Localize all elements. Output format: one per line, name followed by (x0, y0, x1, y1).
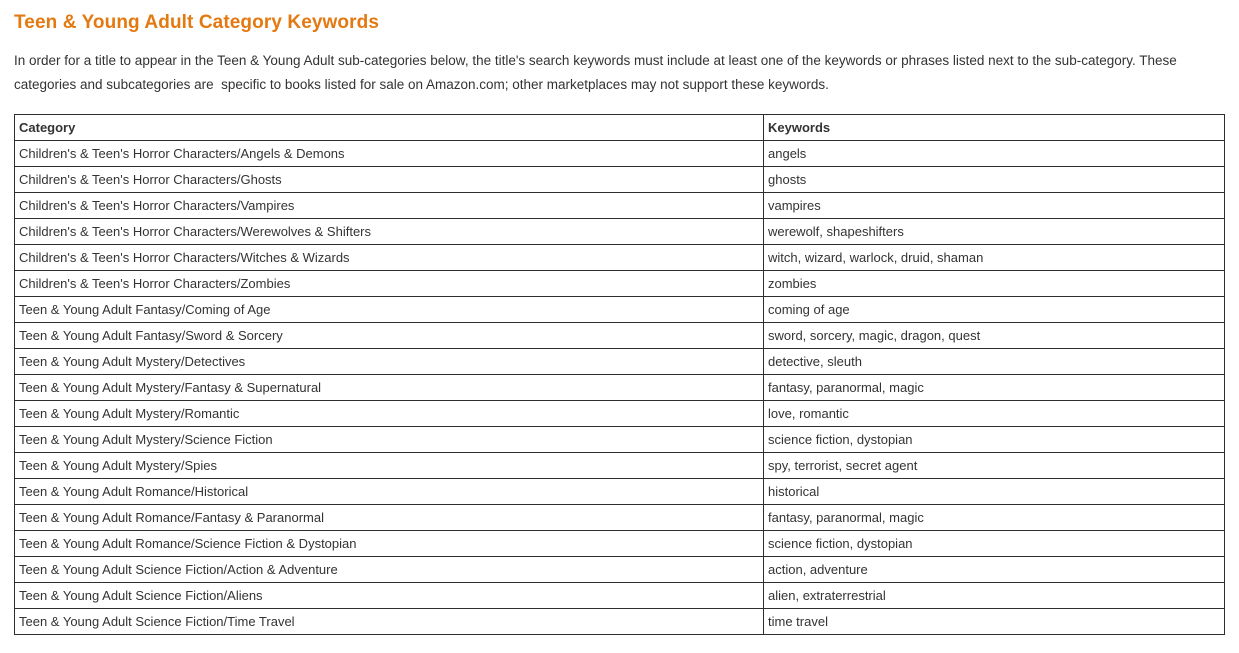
category-cell: Teen & Young Adult Fantasy/Sword & Sorcery (15, 323, 764, 349)
table-row (15, 193, 1225, 219)
category-cell: Teen & Young Adult Romance/Historical (15, 479, 764, 505)
keywords-cell: coming of age (764, 297, 1225, 323)
category-cell: Teen & Young Adult Romance/Fantasy & Paranormal (15, 505, 764, 531)
keywords-cell: ghosts (764, 167, 1225, 193)
page-title: Teen & Young Adult Category Keywords (14, 12, 379, 33)
category-cell: Teen & Young Adult Fantasy/Coming of Age (15, 297, 764, 323)
table-row (15, 219, 1225, 245)
category-cell: Teen & Young Adult Romance/Science Fiction & Dystopian (15, 531, 764, 557)
keywords-cell: angels (764, 141, 1225, 167)
keywords-cell: spy, terrorist, secret agent (764, 453, 1225, 479)
table-row (15, 479, 1225, 505)
table-row (15, 609, 1225, 635)
keywords-cell: fantasy, paranormal, magic (764, 505, 1225, 531)
table-row (15, 375, 1225, 401)
table-row (15, 453, 1225, 479)
table-row (15, 583, 1225, 609)
keywords-cell: sword, sorcery, magic, dragon, quest (764, 323, 1225, 349)
keywords-cell: science fiction, dystopian (764, 427, 1225, 453)
table-row (15, 531, 1225, 557)
category-cell: Teen & Young Adult Mystery/Romantic (15, 401, 764, 427)
table-header-row (15, 115, 1225, 141)
table-row (15, 349, 1225, 375)
keywords-cell: fantasy, paranormal, magic (764, 375, 1225, 401)
column-header-category: Category (15, 115, 764, 141)
category-cell: Children's & Teen's Horror Characters/Ghosts (15, 167, 764, 193)
table-row (15, 245, 1225, 271)
table-row (15, 323, 1225, 349)
category-cell: Teen & Young Adult Science Fiction/Time Travel (15, 609, 764, 635)
keywords-cell: love, romantic (764, 401, 1225, 427)
category-cell: Teen & Young Adult Mystery/Fantasy & Supernatural (15, 375, 764, 401)
category-cell: Children's & Teen's Horror Characters/Vampires (15, 193, 764, 219)
category-cell: Teen & Young Adult Mystery/Science Fiction (15, 427, 764, 453)
keywords-cell: detective, sleuth (764, 349, 1225, 375)
keywords-table-body (15, 141, 1225, 635)
table-row (15, 167, 1225, 193)
category-cell: Children's & Teen's Horror Characters/Witches & Wizards (15, 245, 764, 271)
table-row (15, 297, 1225, 323)
table-row (15, 427, 1225, 453)
category-cell: Teen & Young Adult Science Fiction/Aliens (15, 583, 764, 609)
category-cell: Children's & Teen's Horror Characters/Zombies (15, 271, 764, 297)
category-keywords-table (14, 114, 1225, 635)
table-row (15, 557, 1225, 583)
keywords-cell: alien, extraterrestrial (764, 583, 1225, 609)
column-header-keywords: Keywords (764, 115, 1225, 141)
category-cell: Children's & Teen's Horror Characters/Angels & Demons (15, 141, 764, 167)
keywords-cell: witch, wizard, warlock, druid, shaman (764, 245, 1225, 271)
table-row (15, 505, 1225, 531)
keywords-cell: zombies (764, 271, 1225, 297)
keywords-cell: werewolf, shapeshifters (764, 219, 1225, 245)
table-row (15, 271, 1225, 297)
category-cell: Teen & Young Adult Mystery/Detectives (15, 349, 764, 375)
table-row (15, 141, 1225, 167)
keywords-cell: historical (764, 479, 1225, 505)
keywords-cell: vampires (764, 193, 1225, 219)
intro-paragraph: In order for a title to appear in the Teen & Young Adult sub-categories below, the title's search keywords must include at least one of the keywords or phrases listed next to the sub-category. These categories and subcategories are specific to books listed for sale on Amazon.com; other marketplaces may not support these keywords. (14, 53, 1181, 92)
table-row (15, 401, 1225, 427)
keywords-cell: time travel (764, 609, 1225, 635)
keywords-cell: science fiction, dystopian (764, 531, 1225, 557)
category-cell: Teen & Young Adult Science Fiction/Action & Adventure (15, 557, 764, 583)
category-cell: Teen & Young Adult Mystery/Spies (15, 453, 764, 479)
keywords-cell: action, adventure (764, 557, 1225, 583)
category-cell: Children's & Teen's Horror Characters/Werewolves & Shifters (15, 219, 764, 245)
